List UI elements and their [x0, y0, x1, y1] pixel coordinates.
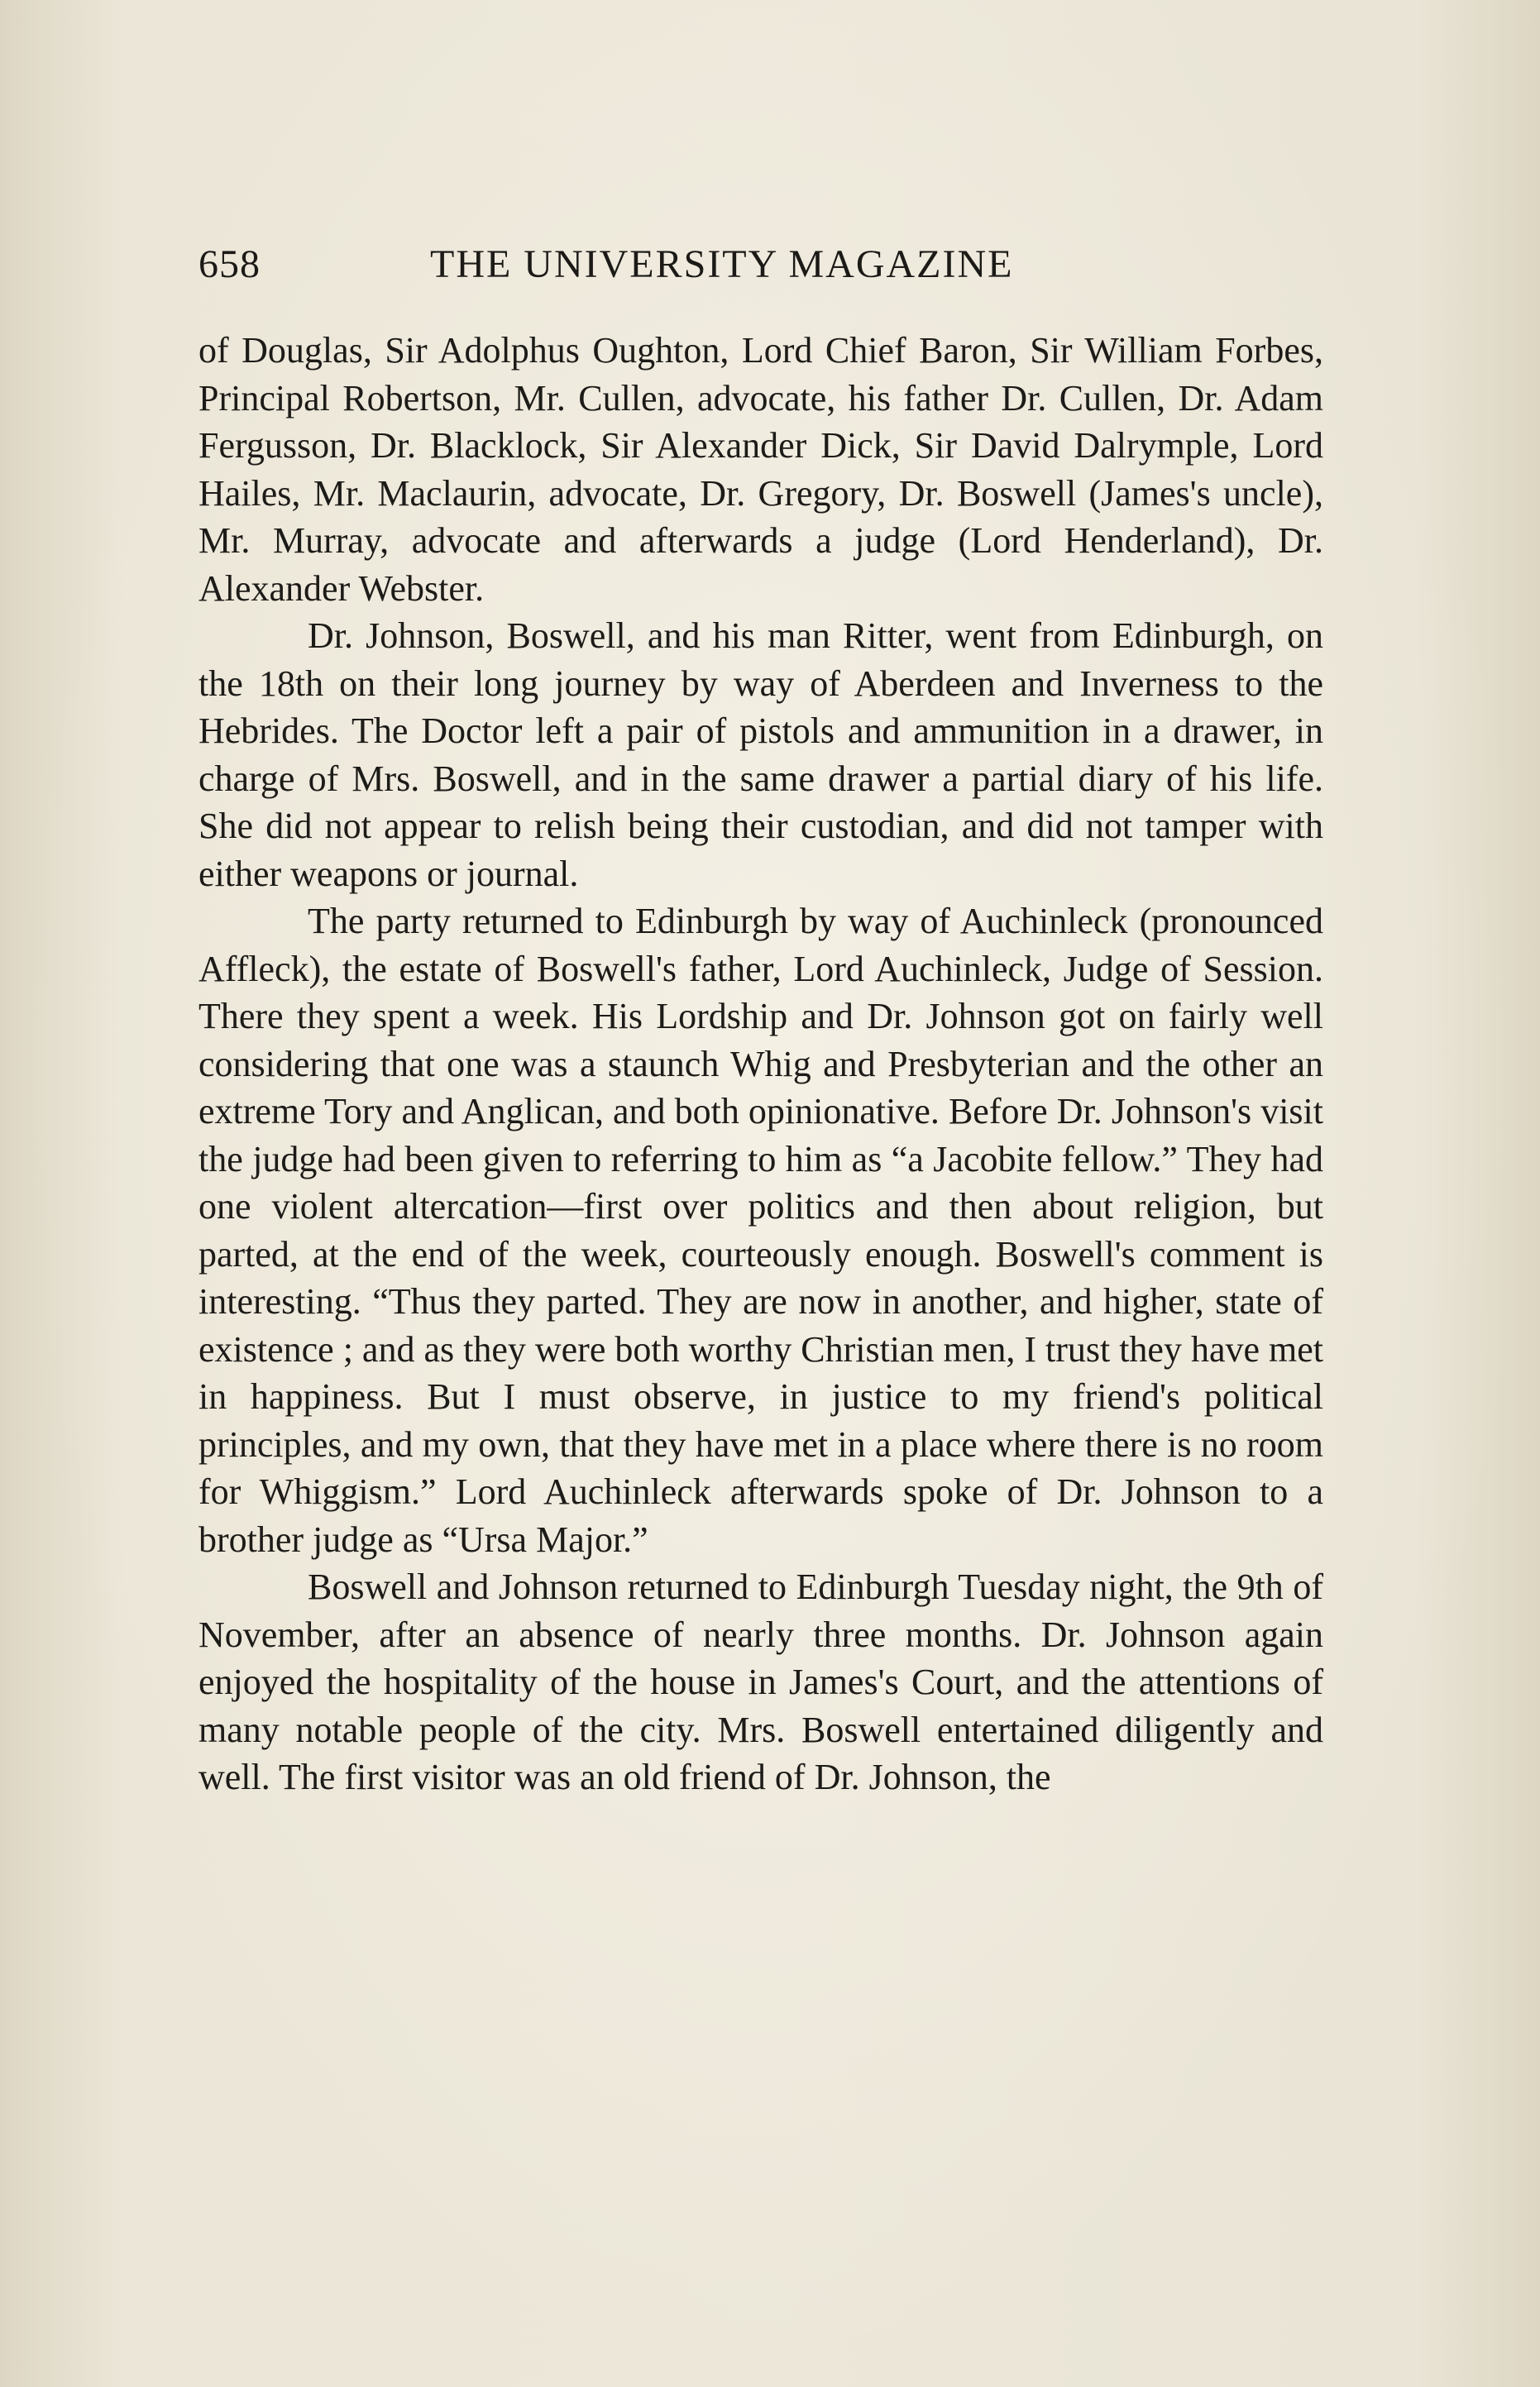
magazine-title: THE UNIVERSITY MAGAZINE	[430, 242, 1014, 286]
paragraph-journey: Dr. Johnson, Boswell, and his man Ritter, went from Edinburgh, on the 18th on their long journey by way of Aberdeen and Inverness to the Hebrides. The Doctor left a pair of pistols and ammunition in a drawer, in charge of Mrs. Boswell, and in the same drawer a partial diary of his life. She did not appear to relish being their custodian, and did not tamper with either weapons or journal.	[198, 615, 1323, 894]
paragraph-continued: of Douglas, Sir Adolphus Oughton, Lord Chief Baron, Sir William Forbes, Principal Robertson, Mr. Cullen, advocate, his father Dr. Cullen, Dr. Adam Fergusson, Dr. Blacklock, Sir Alexander Dick, Sir David Dalrymple, Lord Hailes, Mr. Maclaurin, advocate, Dr. Gregory, Dr. Boswell (James's uncle), Mr. Murray, advocate and afterwards a judge (Lord Henderland), Dr. Alexander Webster.	[198, 330, 1323, 609]
body-text	[198, 327, 1323, 1801]
running-head	[198, 242, 1092, 296]
page-number: 658	[198, 242, 261, 286]
paragraph-return: Boswell and Johnson returned to Edinburgh Tuesday night, the 9th of November, after an absence of nearly three months. Dr. Johnson again enjoyed the hospitality of the house in James's Court, and the attentions of many notable people of the city. Mrs. Boswell entertained diligently and well. The first visitor was an old friend of Dr. Johnson, the	[198, 1567, 1323, 1797]
paragraph-auchinleck: The party returned to Edinburgh by way of Auchinleck (pronounced Affleck), the estate of Boswell's father, Lord Auchinleck, Judge of Session. There they spent a week. His Lordship and Dr. Johnson got on fairly well considering that one was a staunch Whig and Presbyterian and the other an extreme Tory and Anglican, and both opinionative. Before Dr. Johnson's visit the judge had been given to referring to him as “a Jacobite fellow.” They had one violent altercation—first over politics and then about religion, but parted, at the end of the week, courteously enough. Boswell's comment is interesting. “Thus they parted. They are now in another, and higher, state of existence ; and as they were both worthy Christian men, I trust they have met in happiness. But I must observe, in justice to my friend's political principles, and my own, that they have met in a place where there is no room for Whiggism.” Lord Auchinleck afterwards spoke of Dr. Johnson to a brother judge as “Ursa Major.”	[198, 901, 1323, 1560]
